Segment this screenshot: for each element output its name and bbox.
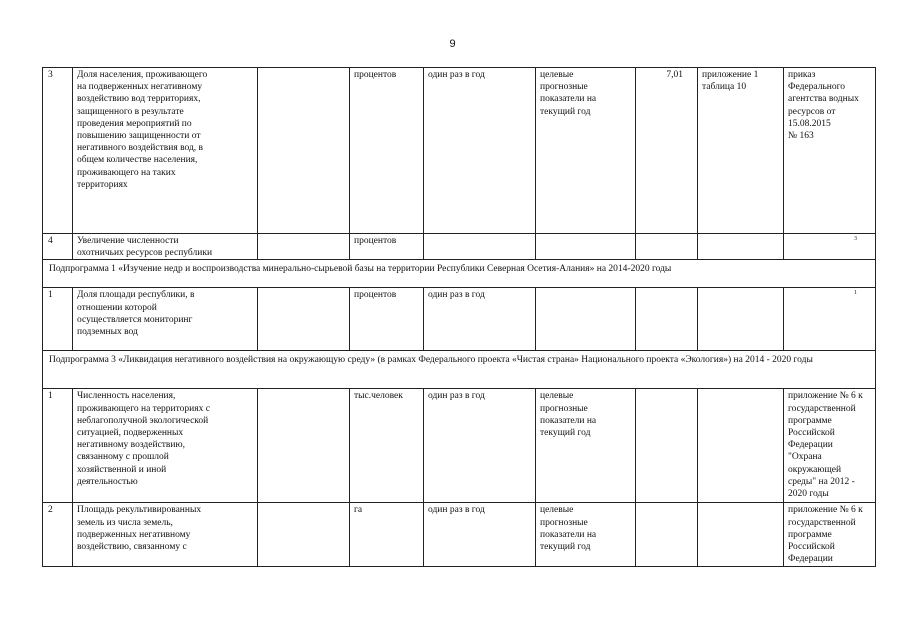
source-cell: приложение № 6 к государственной программе Российской Федерации "Охрана окружающей среды" на 2012 - 2020 годы (784, 389, 876, 503)
unit-cell: га (350, 503, 424, 567)
appendix-cell (698, 503, 784, 567)
row-number: 3 (43, 68, 73, 234)
frequency-cell: один раз в год (424, 68, 536, 234)
value-cell (636, 234, 698, 260)
empty-cell (258, 234, 350, 260)
table-row (43, 503, 876, 567)
table-row (43, 68, 876, 234)
page-number: 9 (449, 38, 456, 50)
footnote-marker: 3 (784, 234, 876, 260)
indicators-table (42, 67, 876, 567)
subprogram-title: Подпрограмма 3 «Ликвидация негативного воздействия на окружающую среду» (в рамках Федерального проекта «Чистая страна» Национального проекта «Экология») на 2014 - 2020 годы (43, 351, 876, 389)
table-row (43, 389, 876, 503)
indicator-type-cell (536, 234, 636, 260)
source-cell: приказ Федерального агентства водных ресурсов от 15.08.2015 № 163 (784, 68, 876, 234)
footnote-marker: 1 (784, 288, 876, 351)
source-cell: приложение № 6 к государственной программе Российской Федерации (784, 503, 876, 567)
indicator-type-cell: целевые прогнозные показатели на текущий год (536, 503, 636, 567)
table-row (43, 234, 876, 260)
indicator-name: Доля населения, проживающего на подверженных негативному воздействию вод территориях, защищенного в результате проведения мероприятий по повышению защищенности от негативного воздействия вод, в общем количестве населения, проживающего на таких территориях (73, 68, 258, 234)
empty-cell (258, 503, 350, 567)
section-row (43, 351, 876, 389)
unit-cell: процентов (350, 288, 424, 351)
row-number: 4 (43, 234, 73, 260)
empty-cell (258, 389, 350, 503)
frequency-cell: один раз в год (424, 503, 536, 567)
frequency-cell: один раз в год (424, 389, 536, 503)
unit-cell: процентов (350, 68, 424, 234)
section-row (43, 260, 876, 288)
indicator-name: Численность населения, проживающего на территориях с неблагополучной экологической ситуацией, подверженных негативному воздействию, связанному с прошлой хозяйственной и иной деятельностью (73, 389, 258, 503)
appendix-cell (698, 234, 784, 260)
indicator-name: Увеличение численности охотничьих ресурсов республики (73, 234, 258, 260)
frequency-cell: один раз в год (424, 288, 536, 351)
indicator-name: Доля площади республики, в отношении которой осуществляется мониторинг подземных вод (73, 288, 258, 351)
row-number: 2 (43, 503, 73, 567)
value-cell: 7,01 (636, 68, 698, 234)
appendix-cell: приложение 1 таблица 10 (698, 68, 784, 234)
appendix-cell (698, 288, 784, 351)
value-cell (636, 288, 698, 351)
subprogram-title: Подпрограмма 1 «Изучение недр и воспроизводства минерально-сырьевой базы на территории Республики Северная Осетия-Алания» на 2014-2020 годы (43, 260, 876, 288)
indicator-type-cell: целевые прогнозные показатели на текущий год (536, 68, 636, 234)
value-cell (636, 503, 698, 567)
unit-cell: тыс.человек (350, 389, 424, 503)
frequency-cell (424, 234, 536, 260)
table-row (43, 288, 876, 351)
row-number: 1 (43, 288, 73, 351)
appendix-cell (698, 389, 784, 503)
value-cell (636, 389, 698, 503)
empty-cell (258, 68, 350, 234)
empty-cell (258, 288, 350, 351)
row-number: 1 (43, 389, 73, 503)
indicator-type-cell (536, 288, 636, 351)
indicator-type-cell: целевые прогнозные показатели на текущий год (536, 389, 636, 503)
unit-cell: процентов (350, 234, 424, 260)
indicator-name: Площадь рекультивированных земель из числа земель, подверженных негативному воздействию, связанному с (73, 503, 258, 567)
